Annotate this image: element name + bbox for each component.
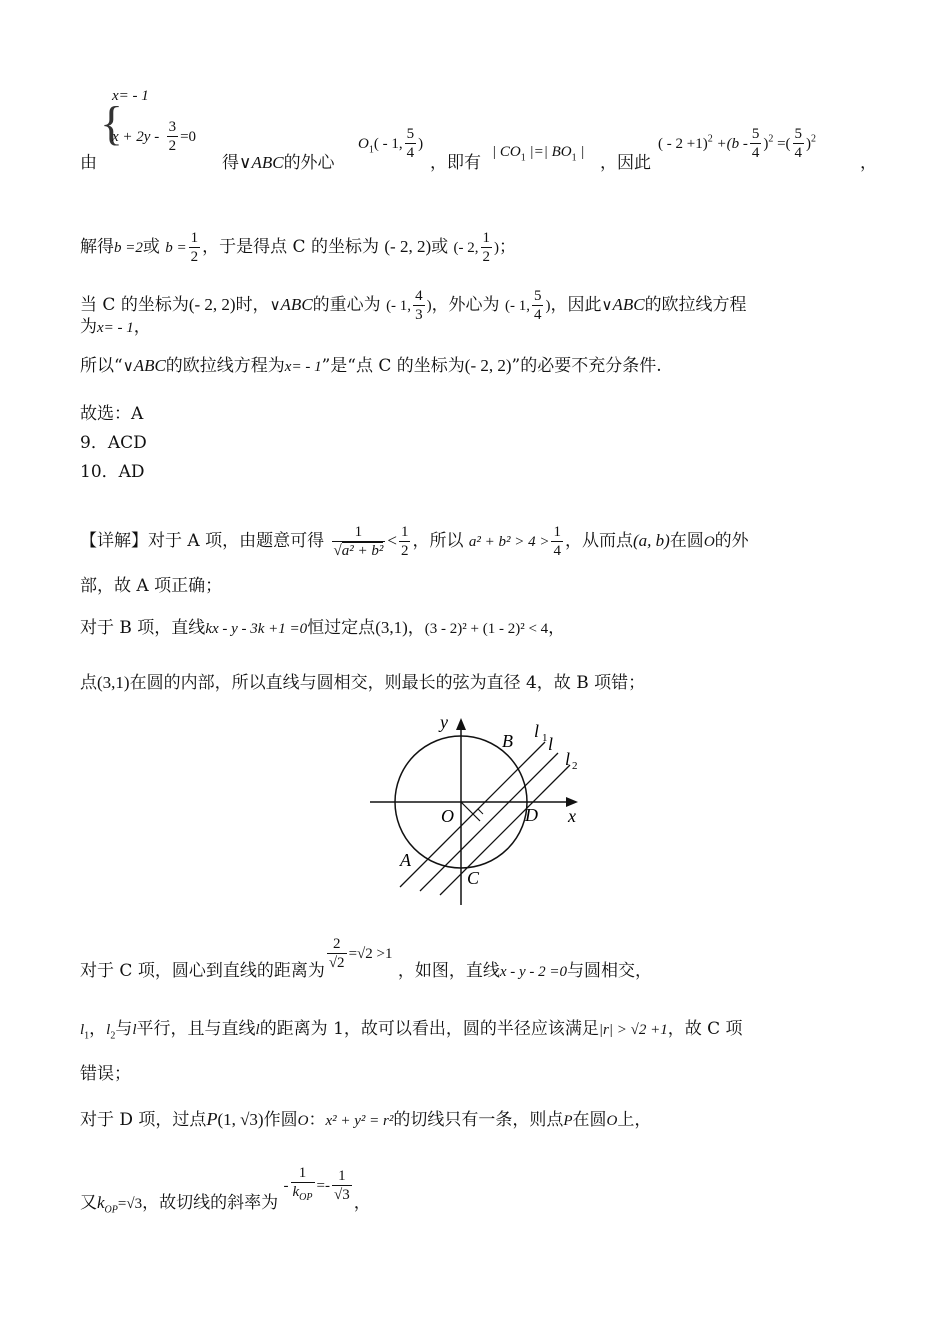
distance-frac	[327, 935, 347, 972]
frac-half	[399, 523, 411, 560]
o1-frac	[405, 125, 417, 162]
b-frac	[189, 229, 201, 266]
t-you: 又	[80, 1193, 97, 1213]
k-op: k	[97, 1193, 105, 1212]
label-l1: l	[534, 721, 540, 741]
t-yinci: ，因此	[550, 295, 602, 315]
frac-quarter	[551, 523, 563, 560]
distance-equation: ( - 2 +1)$^2$ +(b - $\frac{5}{4}$ )$^2$ =( $\frac{5}{4}$ )$^2$	[658, 126, 817, 161]
eq-frac2-den: 4	[794, 145, 803, 161]
g-den: 3	[415, 307, 423, 323]
t-congerdian: ，从而点	[564, 531, 633, 551]
t-qiexian: 的切线只有一条，则点	[393, 1110, 564, 1130]
abs-bo-sub: 1	[571, 152, 577, 164]
frac-1-sqrt	[332, 523, 386, 560]
block3-line2	[80, 316, 151, 339]
detail-d-line2	[80, 1165, 371, 1225]
answer-line3: 10．AD	[80, 462, 145, 482]
sf2-den: √3	[333, 1187, 350, 1203]
system-eq2	[112, 118, 196, 155]
t-waixin: 的外心	[283, 153, 335, 173]
abs-close: |	[576, 144, 585, 160]
l1: l	[80, 1022, 85, 1038]
label-l1-sub: 1	[542, 732, 548, 744]
comma: ，	[860, 153, 877, 173]
eq-frac1-den: 4	[751, 145, 760, 161]
y-axis-arrow	[456, 718, 466, 730]
t-duiyu-c: 对于 C 项，圆心到直线的距离为	[80, 961, 325, 981]
circle-o: O	[703, 534, 715, 550]
t-shi: ”是“点 C 的坐标为	[321, 356, 465, 376]
t-zhongxin: 的重心为	[312, 295, 381, 315]
t-xiangjiao: 与圆相交，	[567, 961, 653, 981]
eq-part-c: )	[763, 136, 769, 152]
centroid-frac	[413, 287, 425, 324]
t-dian: 点	[80, 673, 97, 693]
line-l2	[440, 765, 570, 895]
dist-rhs: =√2 >1	[348, 946, 393, 962]
t-zuoyuan: 作圆	[263, 1110, 298, 1130]
abc: ABC	[280, 295, 313, 314]
eq-part-b: +(b -	[712, 136, 748, 152]
slope-frac2	[332, 1167, 352, 1204]
circle-o2: O	[606, 1113, 618, 1129]
comma2: ，	[548, 618, 566, 638]
perpendicular	[461, 802, 480, 821]
label-c: C	[467, 868, 480, 888]
t-huo: 或	[142, 237, 160, 257]
b-eq-half: b =	[165, 240, 187, 256]
point-31b: (3,1)	[97, 673, 130, 692]
slope-frac1	[291, 1164, 315, 1207]
block3-line1: 当 C 的坐标为(- 2, 2)时，∨ABC的重心为 (- 1, $\frac{4}{3}$ )，外心为 (- 1, $\frac{5}{4}$ )，因此∨ABC的欧拉线方程	[80, 288, 747, 323]
circle-eq: x² + y² = r²	[325, 1113, 394, 1129]
ineq: a² + b² > 4 >	[468, 534, 550, 550]
sf1-k-sub: OP	[299, 1192, 313, 1203]
point-p: P	[206, 1109, 218, 1129]
o1-sub: 1	[368, 144, 374, 156]
t-conclusion: 在圆的内部，所以直线与圆相交，则最长的弦为直径 4，故 B 项错；	[129, 673, 646, 693]
sf1-den	[291, 1183, 315, 1207]
detail-b-line2	[80, 672, 645, 694]
text-jiyou: ，即有	[430, 153, 481, 173]
point-c: (- 2, 2)	[464, 356, 512, 375]
answer-line2: 9．ACD	[80, 433, 147, 453]
o1-label: O	[358, 136, 369, 152]
system-eq1: x= - 1	[112, 88, 149, 104]
text-yinci: ，因此	[600, 153, 651, 173]
circumcenter-left: (- 1,	[504, 298, 530, 314]
t-suoyi: ，所以	[412, 531, 464, 551]
label-x: x	[568, 806, 576, 826]
frac2-num: 1	[400, 524, 409, 540]
label-l2: l	[565, 749, 571, 769]
centroid-left: (- 1,	[386, 298, 412, 314]
g-num: 4	[415, 288, 423, 304]
label-l2-sub: 2	[572, 760, 578, 772]
eq2-frac	[167, 118, 179, 155]
t-zaiyuan: 在圆	[669, 531, 704, 551]
comma: ，	[407, 618, 425, 638]
text-de	[222, 148, 335, 173]
t-jiede: 解得	[80, 237, 114, 257]
t-coord: ，于是得点 C 的坐标为	[202, 237, 379, 257]
t-hengguo: 恒过定点	[307, 618, 376, 638]
dist-num: 2	[327, 935, 347, 954]
circle-o: O	[297, 1113, 309, 1129]
eq-neg: =-	[316, 1178, 330, 1194]
radius-ineq: |r| > √2 +1	[598, 1022, 668, 1038]
t-wei: 为	[80, 317, 97, 337]
abc: ABC	[251, 153, 284, 172]
t-shang: 上，	[617, 1110, 652, 1130]
point-c2-right: )	[494, 240, 500, 256]
point-c2-frac	[481, 229, 493, 266]
detail-a-line2: 部，故 A 项正确；	[80, 576, 223, 596]
detail-b-line1	[80, 617, 565, 640]
point-31: (3,1)	[375, 618, 408, 637]
abs-co-sub: 1	[520, 152, 526, 164]
o1-den: 4	[406, 145, 415, 161]
frac1-den-inner: a² + b²	[341, 543, 384, 559]
label-y: y	[440, 712, 448, 732]
eq2-left: x + 2y -	[112, 129, 160, 145]
t-rutu: ，如图，直线	[397, 961, 500, 981]
label-l: l	[548, 734, 554, 754]
k-op-sub: OP	[104, 1204, 118, 1216]
sf2-num: 1	[332, 1167, 352, 1186]
eq2-frac-den: 2	[168, 138, 177, 154]
system-brace: {	[100, 97, 124, 150]
frac1-num: 1	[332, 523, 386, 542]
frac3-den: 4	[553, 543, 561, 559]
point-c1: (- 2, 2)	[384, 237, 432, 256]
euler-eq: x= - 1	[284, 359, 322, 375]
eq2-right: =0	[180, 129, 197, 145]
t-euler: 的欧拉线方程为	[165, 356, 285, 376]
eq-frac2-num: 5	[794, 126, 803, 142]
eq-part-e: )	[806, 136, 812, 152]
point-c: (- 2, 2)	[188, 295, 236, 314]
l-b: l	[255, 1022, 260, 1038]
abc2: ABC	[612, 295, 645, 314]
b-eq-2: b =2	[114, 240, 143, 256]
l1-sub: 1	[84, 1030, 90, 1042]
t-zaiyuan: 在圆	[572, 1110, 607, 1130]
detail-c-line1	[80, 936, 653, 990]
l2-sub: 2	[110, 1030, 116, 1042]
colon: ：	[308, 1110, 326, 1130]
label-a: A	[400, 850, 411, 870]
frac1-den: √a² + b²	[333, 543, 384, 559]
label-o: O	[441, 806, 454, 826]
l: l	[132, 1022, 137, 1038]
abs-bo: |=| BO	[525, 144, 572, 160]
t-dang: 当 C 的坐标为	[80, 295, 189, 315]
block4: 所以“∨ABC的欧拉线方程为x= - 1”是“点 C 的坐标为(- 2, 2)”的必要不充分条件.	[80, 356, 662, 376]
eq-frac1-num: 5	[751, 126, 760, 142]
eq-part-a: ( - 2 +1)	[658, 136, 708, 152]
detail-d-line1	[80, 1108, 651, 1132]
t-euler: 的欧拉线方程	[644, 295, 747, 315]
comma: ，	[89, 1019, 107, 1039]
abs-equality	[492, 141, 584, 163]
point-ab: (a, b)	[632, 531, 670, 550]
o-den: 4	[533, 307, 542, 323]
t-detail: 【详解】对于 A 项，由题意可得	[80, 531, 325, 551]
c2-den: 2	[482, 249, 491, 265]
sf1-k: k	[292, 1184, 300, 1200]
circumcenter-frac	[532, 287, 544, 324]
ineq: (3 - 2)² + (1 - 2)² < 4	[424, 621, 549, 637]
t-comma: ，	[353, 1193, 371, 1213]
line-eq: x - y - 2 =0	[499, 964, 568, 980]
l2: l	[106, 1022, 111, 1038]
t-yu: 与	[115, 1019, 133, 1039]
eq-frac1	[750, 125, 762, 162]
lt: <	[387, 531, 397, 550]
label-b: B	[502, 731, 513, 751]
t-de: 得	[222, 153, 239, 173]
semicolon: ；	[499, 237, 517, 257]
c2-num: 1	[482, 230, 491, 246]
circumcenter-o1: $O_1( - 1$, $\frac{5}{4}$ )	[358, 126, 424, 161]
text-you: 由	[80, 153, 97, 173]
detail-a-line1	[80, 523, 749, 560]
euler-eq: x= - 1	[97, 320, 134, 336]
label-d: D	[525, 805, 538, 825]
eq2-frac-num: 3	[168, 119, 177, 135]
b-frac-den: 2	[190, 249, 199, 265]
eq-frac2	[793, 125, 805, 162]
t-shi: 时，	[235, 295, 270, 315]
line-l1	[400, 742, 545, 887]
t-comma: ，	[133, 317, 151, 337]
t-huo2: 或	[431, 237, 449, 257]
abc: ABC	[133, 356, 166, 375]
o-num: 5	[533, 288, 542, 304]
t-juli: 的距离为 1，故可以看出，圆的半径应该满足	[259, 1019, 599, 1039]
b-frac-num: 1	[190, 230, 199, 246]
t-waixin: ，外心为	[431, 295, 500, 315]
frac3-num: 1	[553, 524, 561, 540]
slope-expression	[283, 1165, 354, 1203]
triangle-symbol: ∨	[239, 153, 252, 172]
k-op-val: =√3	[117, 1196, 143, 1212]
t-duiyu-d: 对于 D 项，过点	[80, 1110, 207, 1130]
eq-part-d: =(	[773, 136, 791, 152]
block2	[80, 229, 516, 266]
frac2-den: 2	[400, 543, 409, 559]
t-xielv: ，故切线的斜率为	[142, 1193, 279, 1213]
t-conclusion: ”的必要不充分条件.	[511, 356, 662, 376]
o1-num: 5	[406, 126, 415, 142]
answer-line1: 故选：A	[80, 404, 144, 424]
t-waibu: 的外	[714, 531, 749, 551]
sf1-num: 1	[291, 1164, 315, 1183]
abs-co: | CO	[492, 144, 521, 160]
t-duiyu-b: 对于 B 项，直线	[80, 618, 206, 638]
dist-den: √2	[328, 955, 345, 971]
point-c2-left: (- 2,	[453, 240, 479, 256]
t-pingxing: 平行，且与直线	[136, 1019, 256, 1039]
point-p2: P	[563, 1113, 573, 1129]
circle-lines-figure	[365, 710, 590, 910]
detail-c-line2	[80, 1018, 743, 1047]
t-suoyi: 所以“	[80, 356, 123, 376]
t-guc: ，故 C 项	[667, 1019, 743, 1039]
detail-c-line3: 错误；	[80, 1064, 131, 1084]
point-p-coord: (1, √3)	[217, 1110, 264, 1129]
o1-coord: ( - 1,	[373, 136, 403, 152]
line-eq: kx - y - 3k +1 =0	[205, 621, 308, 637]
neg: -	[283, 1178, 289, 1194]
